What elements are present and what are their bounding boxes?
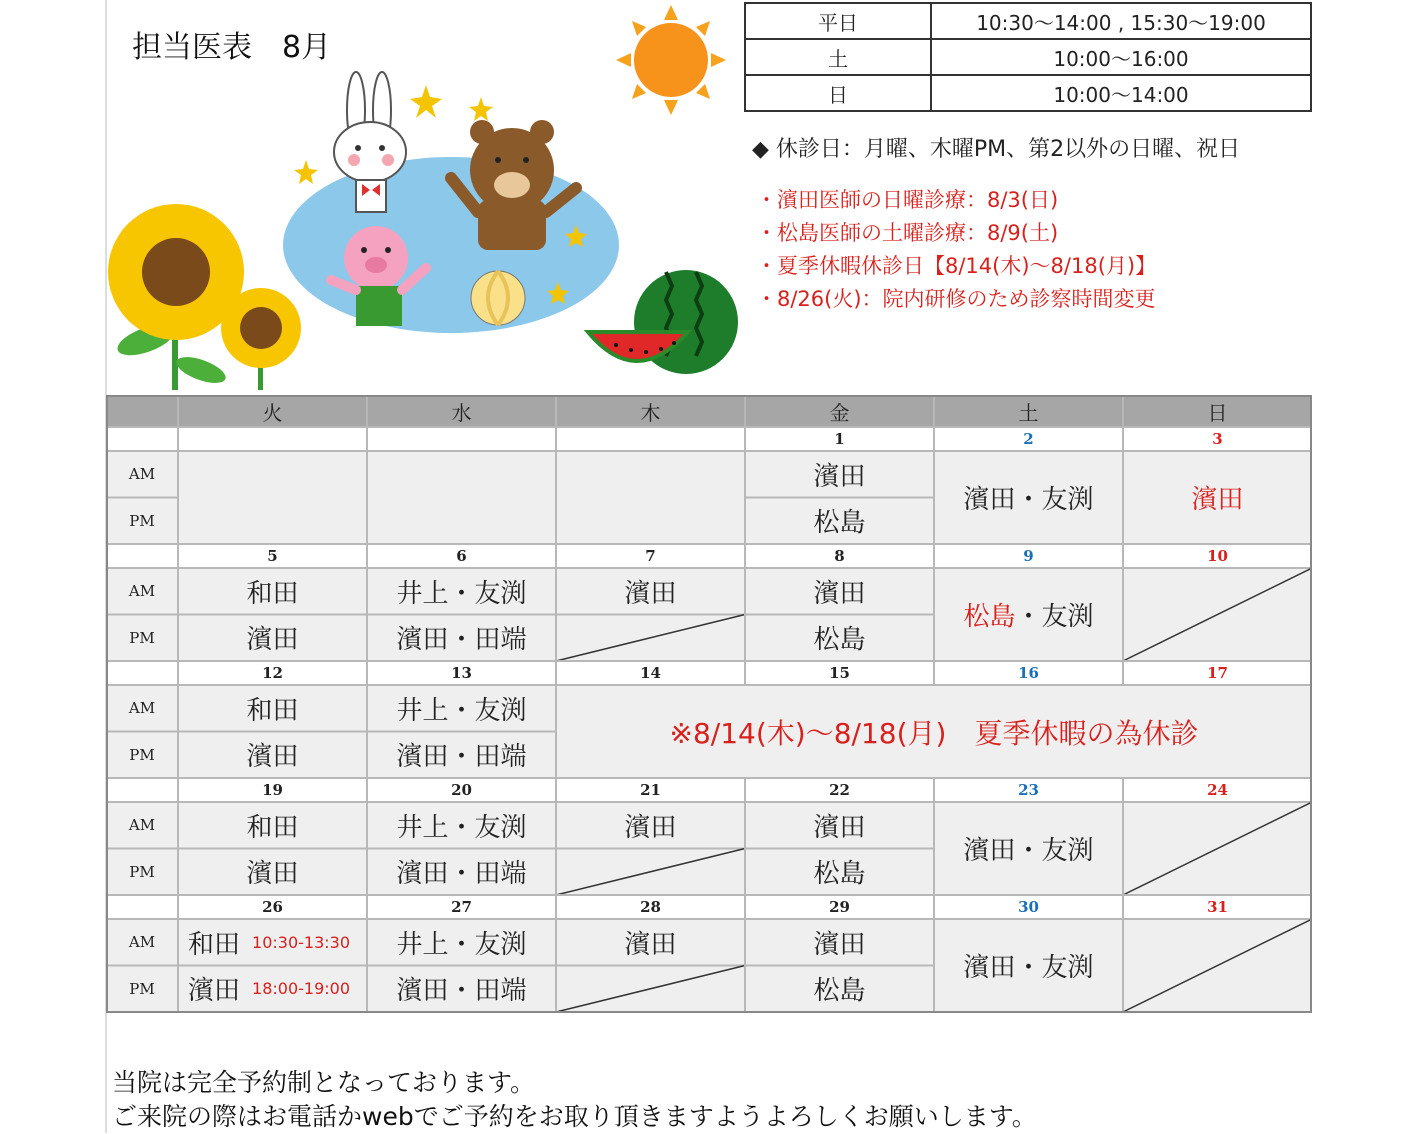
day-number: 29 <box>829 898 850 916</box>
day-number: 13 <box>451 664 472 682</box>
special-notes <box>756 184 1156 316</box>
holiday-notice: ※8/14(木)～8/18(月) 夏季休暇の為休診 <box>669 716 1199 750</box>
doctor-am <box>178 919 367 966</box>
day-number: 9 <box>1023 547 1034 565</box>
day-number: 24 <box>1207 781 1228 799</box>
day-number: 7 <box>645 547 656 565</box>
hours-time: 10:00～16:00 <box>931 39 1311 75</box>
date-cell <box>178 427 367 451</box>
hours-row-saturday <box>745 39 1311 75</box>
doctor-name: 濱田 <box>188 976 241 1007</box>
doctor-saturday <box>934 568 1123 661</box>
doctor-name: ・友渕 <box>1015 602 1094 632</box>
hours-row-weekday <box>745 3 1311 39</box>
slot-label-pm: PM <box>129 628 155 647</box>
closed-days-notice: ◆ 休診日：月曜、木曜PM、第2以外の日曜、祝日 <box>752 137 1241 162</box>
day-number: 1 <box>834 430 845 448</box>
doctor-am: 濱田 <box>813 461 866 492</box>
hours-label: 土 <box>745 39 931 75</box>
hours-table <box>744 2 1312 112</box>
sunflower-icon <box>108 204 301 390</box>
day-number: 23 <box>1018 781 1039 799</box>
weekday-header: 土 <box>1018 400 1039 425</box>
corner-header-cell <box>106 395 178 427</box>
day-number: 22 <box>829 781 850 799</box>
empty-cell <box>367 451 556 544</box>
doctor-pm: 濱田 <box>246 742 299 773</box>
doctor-pm: 松島 <box>813 625 866 656</box>
day-number: 21 <box>640 781 661 799</box>
doctor-name-special: 松島 <box>963 602 1016 632</box>
day-number: 12 <box>262 664 283 682</box>
doctor-pm: 松島 <box>813 508 866 539</box>
doctor-saturday: 濱田・友渕 <box>963 953 1094 983</box>
beach-ball-icon <box>471 271 525 325</box>
day-number: 31 <box>1207 898 1228 916</box>
slot-label-am: AM <box>128 465 156 484</box>
empty-cell <box>178 451 367 544</box>
day-number: 28 <box>640 898 661 916</box>
sun-icon <box>616 5 726 115</box>
date-cell <box>367 427 556 451</box>
doctor-am: 井上・友渕 <box>396 812 527 843</box>
weekday-header: 日 <box>1207 400 1228 425</box>
day-number: 6 <box>456 547 467 565</box>
doctor-am: 井上・友渕 <box>396 695 527 726</box>
slot-label-pm: PM <box>129 511 155 530</box>
doctor-saturday: 濱田・友渕 <box>963 485 1094 515</box>
day-number: 26 <box>262 898 283 916</box>
doctor-name: 和田 <box>188 929 241 960</box>
doctor-pm: 濱田・田端 <box>396 742 527 773</box>
empty-cell <box>556 451 745 544</box>
doctor-am: 井上・友渕 <box>396 929 527 960</box>
weekday-header: 木 <box>640 400 661 425</box>
day-number: 20 <box>451 781 472 799</box>
doctor-pm: 濱田 <box>246 625 299 656</box>
slot-label-am: AM <box>128 699 156 718</box>
day-number: 17 <box>1207 664 1228 682</box>
weekday-header: 金 <box>829 400 850 425</box>
doctor-pm: 濱田・田端 <box>396 859 527 890</box>
weekday-header: 火 <box>262 400 283 425</box>
footer-line: ご来院の際はお電話かwebでご予約をお取り頂きますようよろしくお願いします。 <box>112 1102 1037 1131</box>
doctor-am: 和田 <box>246 578 299 609</box>
slot-label-am: AM <box>128 933 156 952</box>
hours-label: 日 <box>745 75 931 111</box>
page-title: 担当医表 8月 <box>132 30 332 65</box>
day-number: 8 <box>834 547 845 565</box>
doctor-am: 和田 <box>246 812 299 843</box>
day-number: 14 <box>640 664 661 682</box>
special-note: ・8/26(火)：院内研修のため診察時間変更 <box>756 287 1156 311</box>
day-number: 19 <box>262 781 283 799</box>
slot-label-am: AM <box>128 816 156 835</box>
hours-time: 10:30～14:00 , 15:30～19:00 <box>931 3 1311 39</box>
day-number: 5 <box>267 547 278 565</box>
slot-label-pm: PM <box>129 745 155 764</box>
doctor-pm: 濱田・田端 <box>396 625 527 656</box>
hours-row-sunday <box>745 75 1311 111</box>
schedule-table <box>106 395 1312 1013</box>
footer-line: 当院は完全予約制となっております。 <box>112 1068 536 1097</box>
day-number: 2 <box>1023 430 1034 448</box>
slot-label-am: AM <box>128 582 156 601</box>
slot-label-pm: PM <box>129 862 155 881</box>
doctor-pm: 松島 <box>813 976 866 1007</box>
slot-label-pm: PM <box>129 979 155 998</box>
doctor-saturday: 濱田・友渕 <box>963 836 1094 866</box>
doctor-am: 濱田 <box>624 812 677 843</box>
doctor-am: 和田 <box>246 695 299 726</box>
watermelon-icon <box>588 270 738 374</box>
doctor-pm <box>178 966 367 1013</box>
day-number: 10 <box>1207 547 1228 565</box>
time-note: 10:30-13:30 <box>252 932 351 952</box>
summer-illustration <box>106 0 746 395</box>
day-number: 16 <box>1018 664 1039 682</box>
doctor-pm: 松島 <box>813 859 866 890</box>
day-number: 27 <box>451 898 472 916</box>
weekday-header: 水 <box>451 400 472 425</box>
hours-time: 10:00～14:00 <box>931 75 1311 111</box>
special-note: ・濱田医師の日曜診療：8/3(日) <box>756 188 1059 212</box>
doctor-pm: 濱田 <box>246 859 299 890</box>
doctor-am: 濱田 <box>813 812 866 843</box>
doctor-pm: 濱田・田端 <box>396 976 527 1007</box>
day-number: 15 <box>829 664 850 682</box>
doctor-am: 濱田 <box>624 929 677 960</box>
doctor-am: 濱田 <box>813 929 866 960</box>
doctor-am: 井上・友渕 <box>396 578 527 609</box>
footer-notice <box>112 1066 1037 1134</box>
doctor-am: 濱田 <box>624 578 677 609</box>
hours-label: 平日 <box>745 3 931 39</box>
special-note: ・松島医師の土曜診療：8/9(土) <box>756 221 1059 245</box>
doctor-am: 濱田 <box>813 578 866 609</box>
day-number: 3 <box>1212 430 1223 448</box>
day-number: 30 <box>1018 898 1039 916</box>
time-note: 18:00-19:00 <box>252 979 351 999</box>
doctor-sunday: 濱田 <box>1191 485 1244 515</box>
date-cell <box>556 427 745 451</box>
special-note: ・夏季休暇休診日【8/14(木)～8/18(月)】 <box>756 254 1157 278</box>
